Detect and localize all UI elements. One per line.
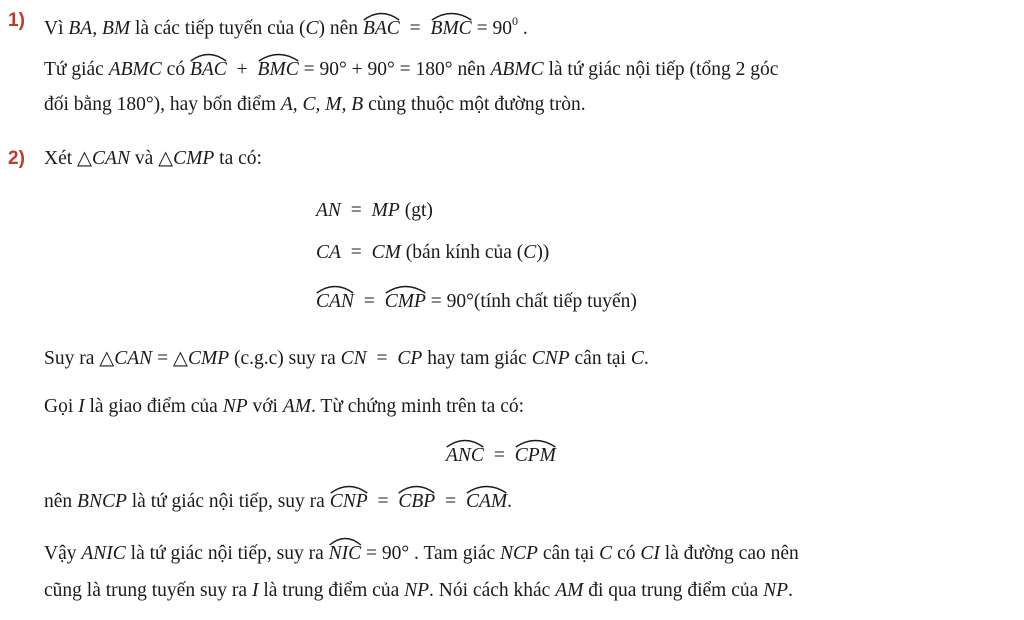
angle-BAC: BAC [190, 52, 227, 78]
angle-BAC: BAC [363, 11, 400, 37]
math-text: ABMC [108, 59, 162, 80]
text: và △ [134, 148, 174, 169]
text: là giao điểm của [89, 396, 218, 417]
text: đi qua trung điểm của [588, 580, 759, 601]
math-text: AN [316, 200, 341, 221]
text: cũng là trung tuyến suy ra [44, 580, 248, 601]
math-text: NP [222, 396, 248, 417]
text: (c.g.c) suy ra [233, 348, 336, 369]
text: = [493, 445, 505, 466]
angle-NIC: NIC [329, 536, 362, 562]
math-text: MP [371, 200, 400, 221]
angle-CPM: CPM [515, 438, 556, 464]
math-text: AM [555, 580, 584, 601]
superscript: 0 [511, 14, 518, 28]
text: có [617, 543, 636, 564]
math-text: I [78, 396, 85, 417]
text: Vậy [44, 543, 77, 564]
text: cân tại [574, 348, 626, 369]
math-text: I [251, 580, 259, 601]
text: = [377, 491, 389, 512]
math-text: ANIC [81, 543, 126, 564]
math-text: NP [763, 580, 789, 601]
text: = [409, 18, 421, 39]
text: . [788, 580, 793, 601]
text: ta có: [219, 148, 262, 169]
text: . Nói cách khác [429, 580, 551, 601]
text: . Từ chứng minh trên ta có: [311, 396, 525, 417]
angle-CAM: CAM [466, 484, 507, 510]
text: = 90°(tính chất tiếp tuyến) [430, 291, 637, 312]
math-text: C [523, 242, 537, 263]
text: = [350, 242, 362, 263]
math-text: CMP [173, 148, 215, 169]
math-text: CP [397, 348, 423, 369]
p2-line7 [44, 536, 799, 567]
math-text: CAN [92, 148, 130, 169]
math-text: CA [316, 242, 341, 263]
text: = △ [157, 348, 188, 369]
math-text: BNCP [77, 491, 127, 512]
text: . [522, 18, 528, 39]
text: . [507, 491, 513, 512]
p1-line3 [44, 92, 586, 118]
p2-line4 [44, 346, 649, 372]
text: Gọi [44, 396, 74, 417]
text: với [252, 396, 278, 417]
text: + [236, 59, 248, 80]
text: = [445, 491, 457, 512]
math-text: ABMC [490, 59, 544, 80]
p2-line5 [44, 394, 524, 420]
text: )) [536, 242, 550, 263]
text: nên [44, 491, 73, 512]
text: = 90° . Tam giác [366, 543, 496, 564]
text: là tứ giác nội tiếp (tổng 2 góc [548, 59, 779, 80]
math-text: CM [371, 242, 401, 263]
math-text: C [630, 348, 644, 369]
math-text: NCP [500, 543, 538, 564]
text: . [643, 348, 649, 369]
angle-BMC: BMC [431, 11, 472, 37]
text: Tứ giác [44, 59, 104, 80]
math-text: A, C, M, B [280, 94, 364, 115]
angle-BMC: BMC [258, 52, 299, 78]
angle-ANC: ANC [446, 438, 484, 464]
math-text: CN [340, 348, 367, 369]
math-text: C [305, 18, 319, 39]
text: = 90 [476, 18, 512, 39]
text: là trung điểm của [263, 580, 400, 601]
math-text: NP [404, 580, 430, 601]
text: = [363, 291, 375, 312]
p2-eq4 [446, 438, 556, 469]
math-text: BA, BM [68, 18, 131, 39]
text: Suy ra △ [44, 348, 115, 369]
text: ) nên [318, 18, 359, 39]
angle-CAN: CAN [316, 284, 354, 310]
text: đối bằng 180°), hay bốn điểm [44, 94, 277, 115]
math-text: CI [640, 543, 660, 564]
text: = [376, 348, 388, 369]
list-number-2: 2) [8, 148, 25, 169]
text: là tứ giác nội tiếp, suy ra [130, 543, 324, 564]
math-text: CMP [187, 348, 230, 369]
text: Xét △ [44, 148, 93, 169]
text: Vì [44, 18, 64, 39]
math-text: C [599, 543, 613, 564]
list-number-1: 1) [8, 10, 25, 31]
p2-intro [44, 146, 262, 172]
math-text: CAN [114, 348, 153, 369]
angle-CBP: CBP [398, 484, 435, 510]
text: hay tam giác [427, 348, 527, 369]
text: là đường cao nên [664, 543, 799, 564]
p2-eq2 [316, 240, 549, 266]
p2-line8 [44, 578, 793, 604]
text: = 90° + 90° = 180° nên [303, 59, 486, 80]
text: = [350, 200, 362, 221]
p1-line1 [44, 8, 528, 42]
p2-eq3 [316, 284, 637, 315]
math-text: AM [282, 396, 312, 417]
angle-CMP: CMP [385, 284, 426, 310]
text: cân tại [542, 543, 595, 564]
p2-line6 [44, 484, 512, 515]
text: (gt) [404, 200, 433, 221]
p1-line2 [44, 52, 778, 83]
p2-eq1 [316, 198, 433, 224]
text: là tứ giác nội tiếp, suy ra [131, 491, 325, 512]
text: là các tiếp tuyến của ( [134, 18, 306, 39]
angle-CNP: CNP [330, 484, 368, 510]
text: có [166, 59, 186, 80]
math-text: CNP [531, 348, 570, 369]
text: (bán kính của ( [405, 242, 524, 263]
text: cùng thuộc một đường tròn. [368, 94, 586, 115]
